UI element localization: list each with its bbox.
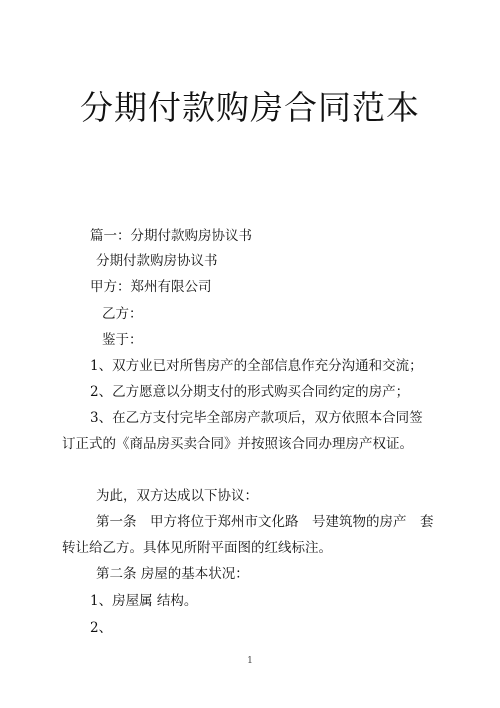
whereas-line: 鉴于：: [102, 332, 143, 348]
article-2-item-1: 1、房屋属 结构。: [90, 593, 198, 609]
whereas-item-3: 3、在乙方支付完毕全部房产款项后，双方依照本合同签: [90, 410, 423, 426]
article-1-line: 第一条 甲方将位于郑州市文化路 号建筑物的房产 套: [96, 514, 434, 530]
party-a-line: 甲方：郑州有限公司: [90, 279, 212, 295]
party-b-line: 乙方：: [102, 306, 143, 322]
agreement-intro: 为此，双方达成以下协议：: [96, 488, 258, 504]
whereas-item-1: 1、双方业已对所售房产的全部信息作充分沟通和交流；: [90, 358, 423, 374]
article-2-item-2: 2、: [90, 620, 113, 636]
article-2-heading: 第二条 房屋的基本状况：: [96, 566, 249, 582]
section-heading: 篇一：分期付款购房协议书: [90, 228, 252, 244]
page-number: 1: [247, 656, 253, 666]
whereas-item-2: 2、乙方愿意以分期支付的形式购买合同约定的房产；: [90, 384, 410, 400]
agreement-title: 分期付款购房协议书: [96, 253, 218, 269]
whereas-item-3-continued: 订正式的《商品房买卖合同》并按照该合同办理房产权证。: [62, 436, 413, 452]
article-1-continued: 转让给乙方。具体见所附平面图的红线标注。: [62, 540, 332, 556]
document-title: 分期付款购房合同范本: [80, 88, 420, 127]
